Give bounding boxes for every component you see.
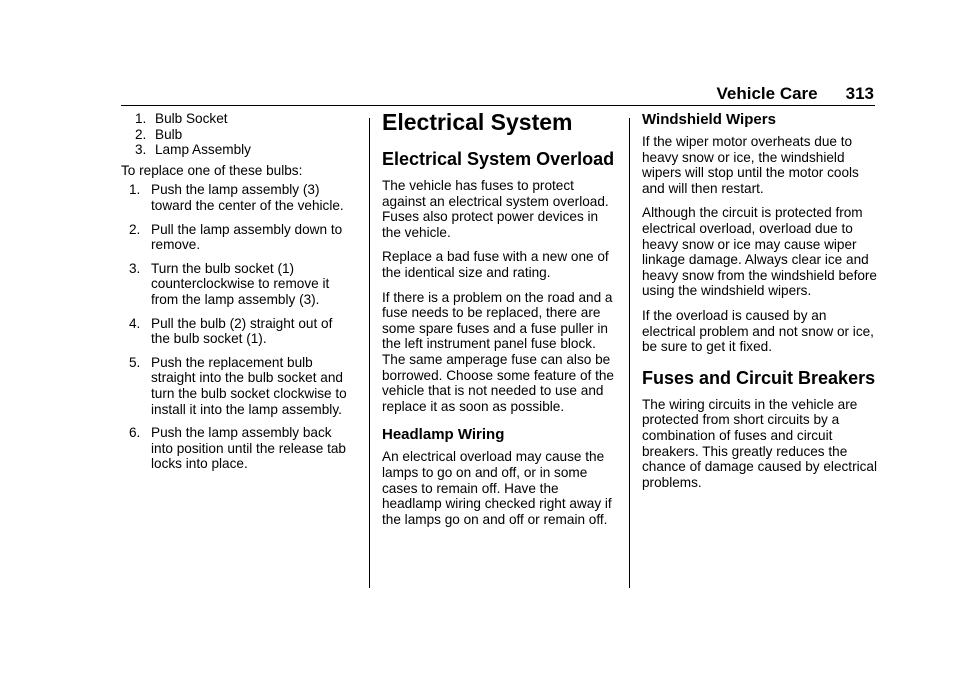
headlamp-wiring-heading: Headlamp Wiring	[382, 426, 505, 444]
paragraph: If there is a problem on the road and a fuse needs to be replaced, there are some spare fuses and a fuse puller in the left instrument panel fuse block. The same amperage fuse can also be borrowed. Choose some feature of the vehicle that is not needed to use and replace it as soon as possible.	[382, 289, 614, 414]
step-item: 2. Pull the lamp assembly down to remove.	[129, 221, 343, 253]
paragraph: Replace a bad fuse with a new one of the identical size and rating.	[382, 249, 609, 280]
step-item: 6. Push the lamp assembly back into position until the release tab locks into place.	[129, 425, 346, 472]
page-number: 313	[845, 84, 874, 103]
replace-intro: To replace one of these bulbs:	[121, 162, 303, 178]
step-item: 5. Push the replacement bulb straight into the bulb socket and turn the bulb socket clockwise to install it into the lamp assembly.	[129, 354, 347, 417]
paragraph: The vehicle has fuses to protect against an electrical system overload. Fuses also protect power devices in the vehicle.	[382, 178, 609, 240]
section-title: Vehicle Care	[716, 84, 818, 103]
column-middle	[382, 108, 618, 536]
list-item: 3. Lamp Assembly	[135, 142, 251, 158]
section-heading: Electrical System	[382, 109, 573, 135]
header-rule	[121, 105, 875, 106]
column-left	[121, 108, 351, 480]
column-right	[642, 108, 878, 499]
page-header	[717, 84, 875, 104]
paragraph: If the overload is caused by an electrical problem and not snow or ice, be sure to get it fixed.	[642, 307, 874, 355]
parts-list	[121, 111, 351, 158]
step-item: 3. Turn the bulb socket (1) counterclockwise to remove it from the lamp assembly (3).	[129, 260, 330, 307]
windshield-wipers-heading: Windshield Wipers	[642, 111, 776, 128]
paragraph: An electrical overload may cause the lamps to go on and off, or in some cases to remain off. Have the headlamp wiring checked right away if the lamps go on and off or remain off.	[382, 449, 612, 527]
subsection-heading: Electrical System Overload	[382, 149, 615, 169]
paragraph: Although the circuit is protected from electrical overload, overload due to heavy snow or ice may cause wiper linkage damage. Always clear ice and heavy snow from the windshield before using the windshield wipers.	[642, 205, 877, 299]
paragraph: The wiring circuits in the vehicle are protected from short circuits by a combination of fuses and circuit breakers. This greatly reduces the chance of damage caused by electrical problems.	[642, 396, 878, 490]
column-divider-left	[369, 118, 370, 588]
list-item: 2. Bulb	[135, 126, 183, 142]
column-divider-right	[629, 118, 630, 588]
step-item: 1. Push the lamp assembly (3) toward the center of the vehicle.	[129, 182, 344, 213]
fuses-heading: Fuses and Circuit Breakers	[642, 367, 876, 388]
paragraph: If the wiper motor overheats due to heavy snow or ice, the windshield wipers will stop until the motor cools and will then restart.	[642, 134, 859, 196]
step-item: 4. Pull the bulb (2) straight out of the bulb socket (1).	[129, 315, 333, 347]
list-item: 1. Bulb Socket	[135, 111, 228, 126]
replacement-steps	[121, 182, 351, 472]
